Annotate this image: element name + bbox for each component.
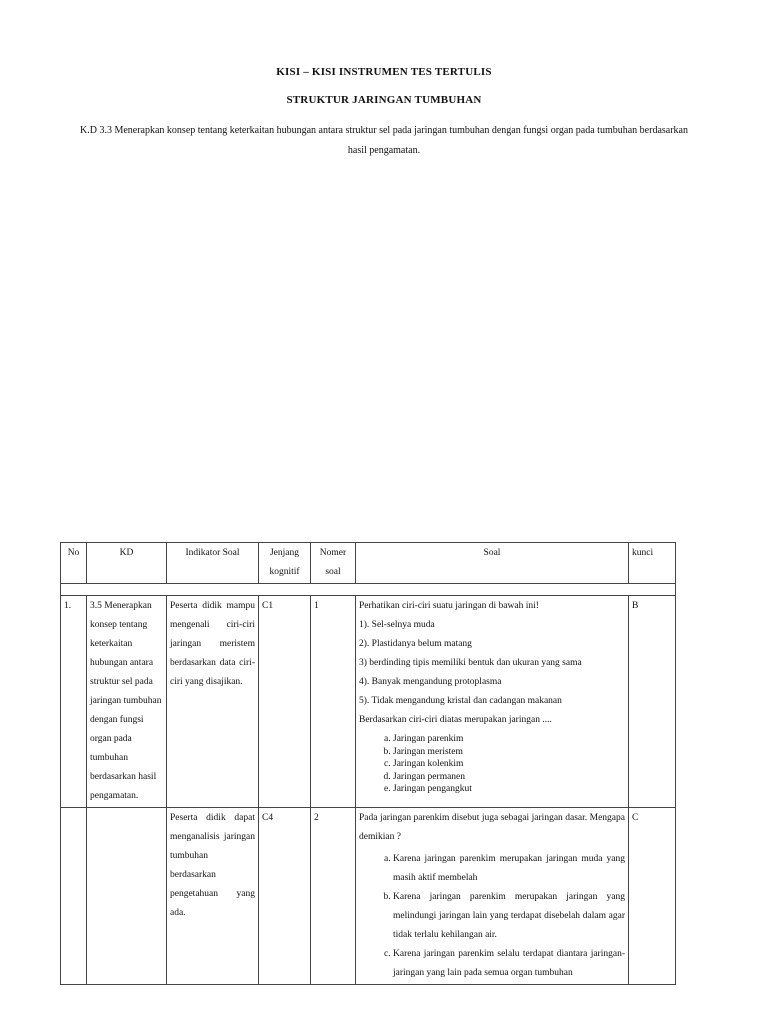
row-kunci: C xyxy=(629,808,676,985)
table-header-row xyxy=(61,543,676,584)
spacer-row xyxy=(61,584,676,596)
table-row xyxy=(61,596,676,808)
answer-option-a: a. Jaringan parenkim xyxy=(393,733,625,746)
answer-options xyxy=(359,733,625,796)
answer-options xyxy=(359,850,625,983)
header-kunci: kunci xyxy=(629,543,676,584)
soal-line: Berdasarkan ciri-ciri diatas merupakan jaringan .... xyxy=(359,715,552,725)
header-soal: Soal xyxy=(356,543,629,584)
row-no: 1. xyxy=(61,596,87,808)
document-title: KISI – KISI INSTRUMEN TES TERTULIS xyxy=(276,66,492,78)
row-kd: 3.5 Menerapkan konsep tentang keterkaitan hubungan antara struktur sel pada jaringan tumbuhan dengan fungsi organ pada tumbuhan berdasarkan hasil pengamatan. xyxy=(87,596,167,808)
header-jenjang: Jenjang kognitif xyxy=(259,543,311,584)
soal-line: Pada jaringan parenkim disebut juga sebagai jaringan dasar. Mengapa demikian ? xyxy=(359,813,625,842)
soal-line: Perhatikan ciri-ciri suatu jaringan di bawah ini! xyxy=(359,601,539,611)
answer-option-e: e. Jaringan pengangkut xyxy=(393,783,625,796)
answer-option-c: c. Karena jaringan parenkim selalu terdapat diantara jaringan-jaringan yang lain pada semua organ tumbuhan xyxy=(393,945,625,983)
row-jenjang: C1 xyxy=(259,596,311,808)
row-indikator: Peserta didik mampu mengenali ciri-ciri jaringan meristem berdasarkan data ciri-ciri yang disajikan. xyxy=(167,596,259,808)
row-kd xyxy=(87,808,167,985)
row-soal xyxy=(356,808,629,985)
soal-line: 5). Tidak mengandung kristal dan cadangan makanan xyxy=(359,696,562,706)
kisi-table xyxy=(60,542,676,985)
row-indikator: Peserta didik dapat menganalisis jaringan tumbuhan berdasarkan pengetahuan yang ada. xyxy=(167,808,259,985)
answer-option-b: b. Karena jaringan parenkim merupakan jaringan yang melindungi jaringan lain yang terdapat disebelah dalam agar tidak terlalu kehilangan air. xyxy=(393,888,625,945)
answer-option-d: d. Jaringan permanen xyxy=(393,771,625,784)
header-nomor: Nomer soal xyxy=(311,543,356,584)
row-kunci: B xyxy=(629,596,676,808)
soal-line: 1). Sel-selnya muda xyxy=(359,620,435,630)
kd-statement: K.D 3.3 Menerapkan konsep tentang keterkaitan hubungan antara struktur sel pada jaringan tumbuhan dengan fungsi organ pada tumbuhan berdasarkan hasil pengamatan. xyxy=(80,125,688,156)
row-nomor: 2 xyxy=(311,808,356,985)
row-soal xyxy=(356,596,629,808)
header-no: No xyxy=(61,543,87,584)
answer-option-c: c. Jaringan kolenkim xyxy=(393,758,625,771)
row-jenjang: C4 xyxy=(259,808,311,985)
soal-line: 4). Banyak mengandung protoplasma xyxy=(359,677,502,687)
header-kd: KD xyxy=(87,543,167,584)
table-row xyxy=(61,808,676,985)
row-nomor: 1 xyxy=(311,596,356,808)
soal-line: 2). Plastidanya belum matang xyxy=(359,639,472,649)
answer-option-a: a. Karena jaringan parenkim merupakan jaringan muda yang masih aktif membelah xyxy=(393,850,625,888)
row-no xyxy=(61,808,87,985)
document-subtitle: STRUKTUR JARINGAN TUMBUHAN xyxy=(286,94,482,106)
answer-option-b: b. Jaringan meristem xyxy=(393,746,625,759)
header-indikator: Indikator Soal xyxy=(167,543,259,584)
soal-line: 3) berdinding tipis memiliki bentuk dan ukuran yang sama xyxy=(359,658,582,668)
